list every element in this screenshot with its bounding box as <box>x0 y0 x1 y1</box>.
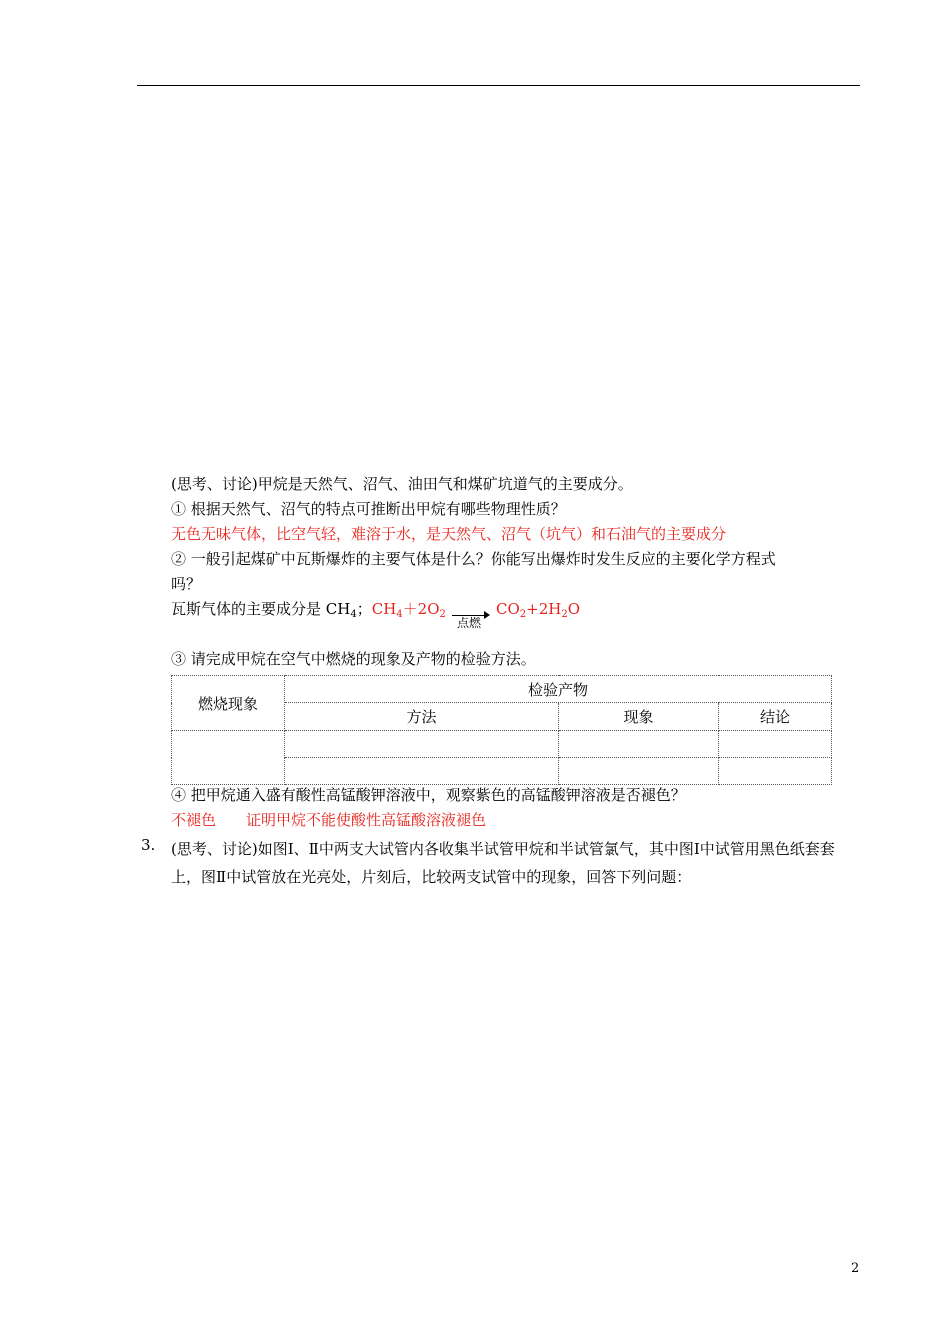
question-2-line2: 吗？ <box>171 575 202 593</box>
table-row <box>172 731 832 758</box>
answer-4-part1: 不褪色 <box>171 811 217 829</box>
blank-cell <box>719 758 832 785</box>
equation-products <box>496 599 580 625</box>
question-intro: (思考、讨论)甲烷是天然气、沼气、油田气和煤矿坑道气的主要成分。 <box>171 475 633 493</box>
eq-o2-sub: 2 <box>439 609 446 620</box>
header-conclusion: 结论 <box>719 703 832 731</box>
eq-co-sub: 2 <box>519 609 527 620</box>
blank-cell <box>285 731 559 758</box>
answer-2-sep: ； <box>356 600 372 618</box>
eq-ch-sub: 4 <box>396 609 403 620</box>
equation-reactants <box>372 600 446 618</box>
blank-cell <box>719 731 832 758</box>
arrow-head-icon <box>484 611 490 619</box>
question-2-line1: ② 一般引起煤矿中瓦斯爆炸的主要气体是什么？你能写出爆炸时发生反应的主要化学方程式 <box>171 550 776 568</box>
reaction-arrow <box>452 602 492 632</box>
eq-h: +2H <box>526 600 562 618</box>
eq-o: O <box>567 600 581 618</box>
item-3-text: (思考、讨论)如图Ⅰ、Ⅱ中两支大试管内各收集半试管甲烷和半试管氯气，其中图Ⅰ中试管用黑色纸套套上，图Ⅱ中试管放在光亮处，片刻后，比较两支试管中的现象，回答下列问题： <box>171 840 835 886</box>
header-phenomenon: 燃烧现象 <box>172 676 285 731</box>
question-4: ④ 把甲烷通入盛有酸性高锰酸钾溶液中，观察紫色的高锰酸钾溶液是否褪色？ <box>171 786 686 804</box>
eq-h-sub: 2 <box>561 609 568 620</box>
question-1: ① 根据天然气、沼气的特点可推断出甲烷有哪些物理性质？ <box>171 500 566 518</box>
blank-cell <box>285 758 559 785</box>
answer-2-prefix: 瓦斯气体的主要成分是 CH <box>171 600 351 618</box>
table-row <box>172 676 832 703</box>
eq-ch: CH <box>371 600 397 618</box>
eq-plus-o2: ＋2O <box>402 600 440 618</box>
blank-cell <box>559 731 719 758</box>
header-observation: 现象 <box>559 703 719 731</box>
experiment-table <box>171 675 832 785</box>
header-products: 检验产物 <box>285 676 832 703</box>
page-number: 2 <box>851 1261 860 1276</box>
reaction-condition: 点燃 <box>457 616 482 630</box>
answer-1: 无色无味气体，比空气轻，难溶于水，是天然气、沼气（坑气）和石油气的主要成分 <box>171 525 727 543</box>
header-method: 方法 <box>285 703 559 731</box>
blank-cell-phenomenon <box>172 731 285 785</box>
answer-2 <box>171 599 446 625</box>
answer-2-sub: 4 <box>350 609 357 620</box>
eq-co: CO <box>496 600 520 618</box>
item-3-number: 3. <box>141 836 156 854</box>
blank-cell <box>559 758 719 785</box>
header-rule <box>137 85 860 86</box>
answer-4-part2: 证明甲烷不能使酸性高锰酸溶液褪色 <box>246 811 487 829</box>
answer-4 <box>171 810 486 830</box>
question-3: ③ 请完成甲烷在空气中燃烧的现象及产物的检验方法。 <box>171 650 536 668</box>
